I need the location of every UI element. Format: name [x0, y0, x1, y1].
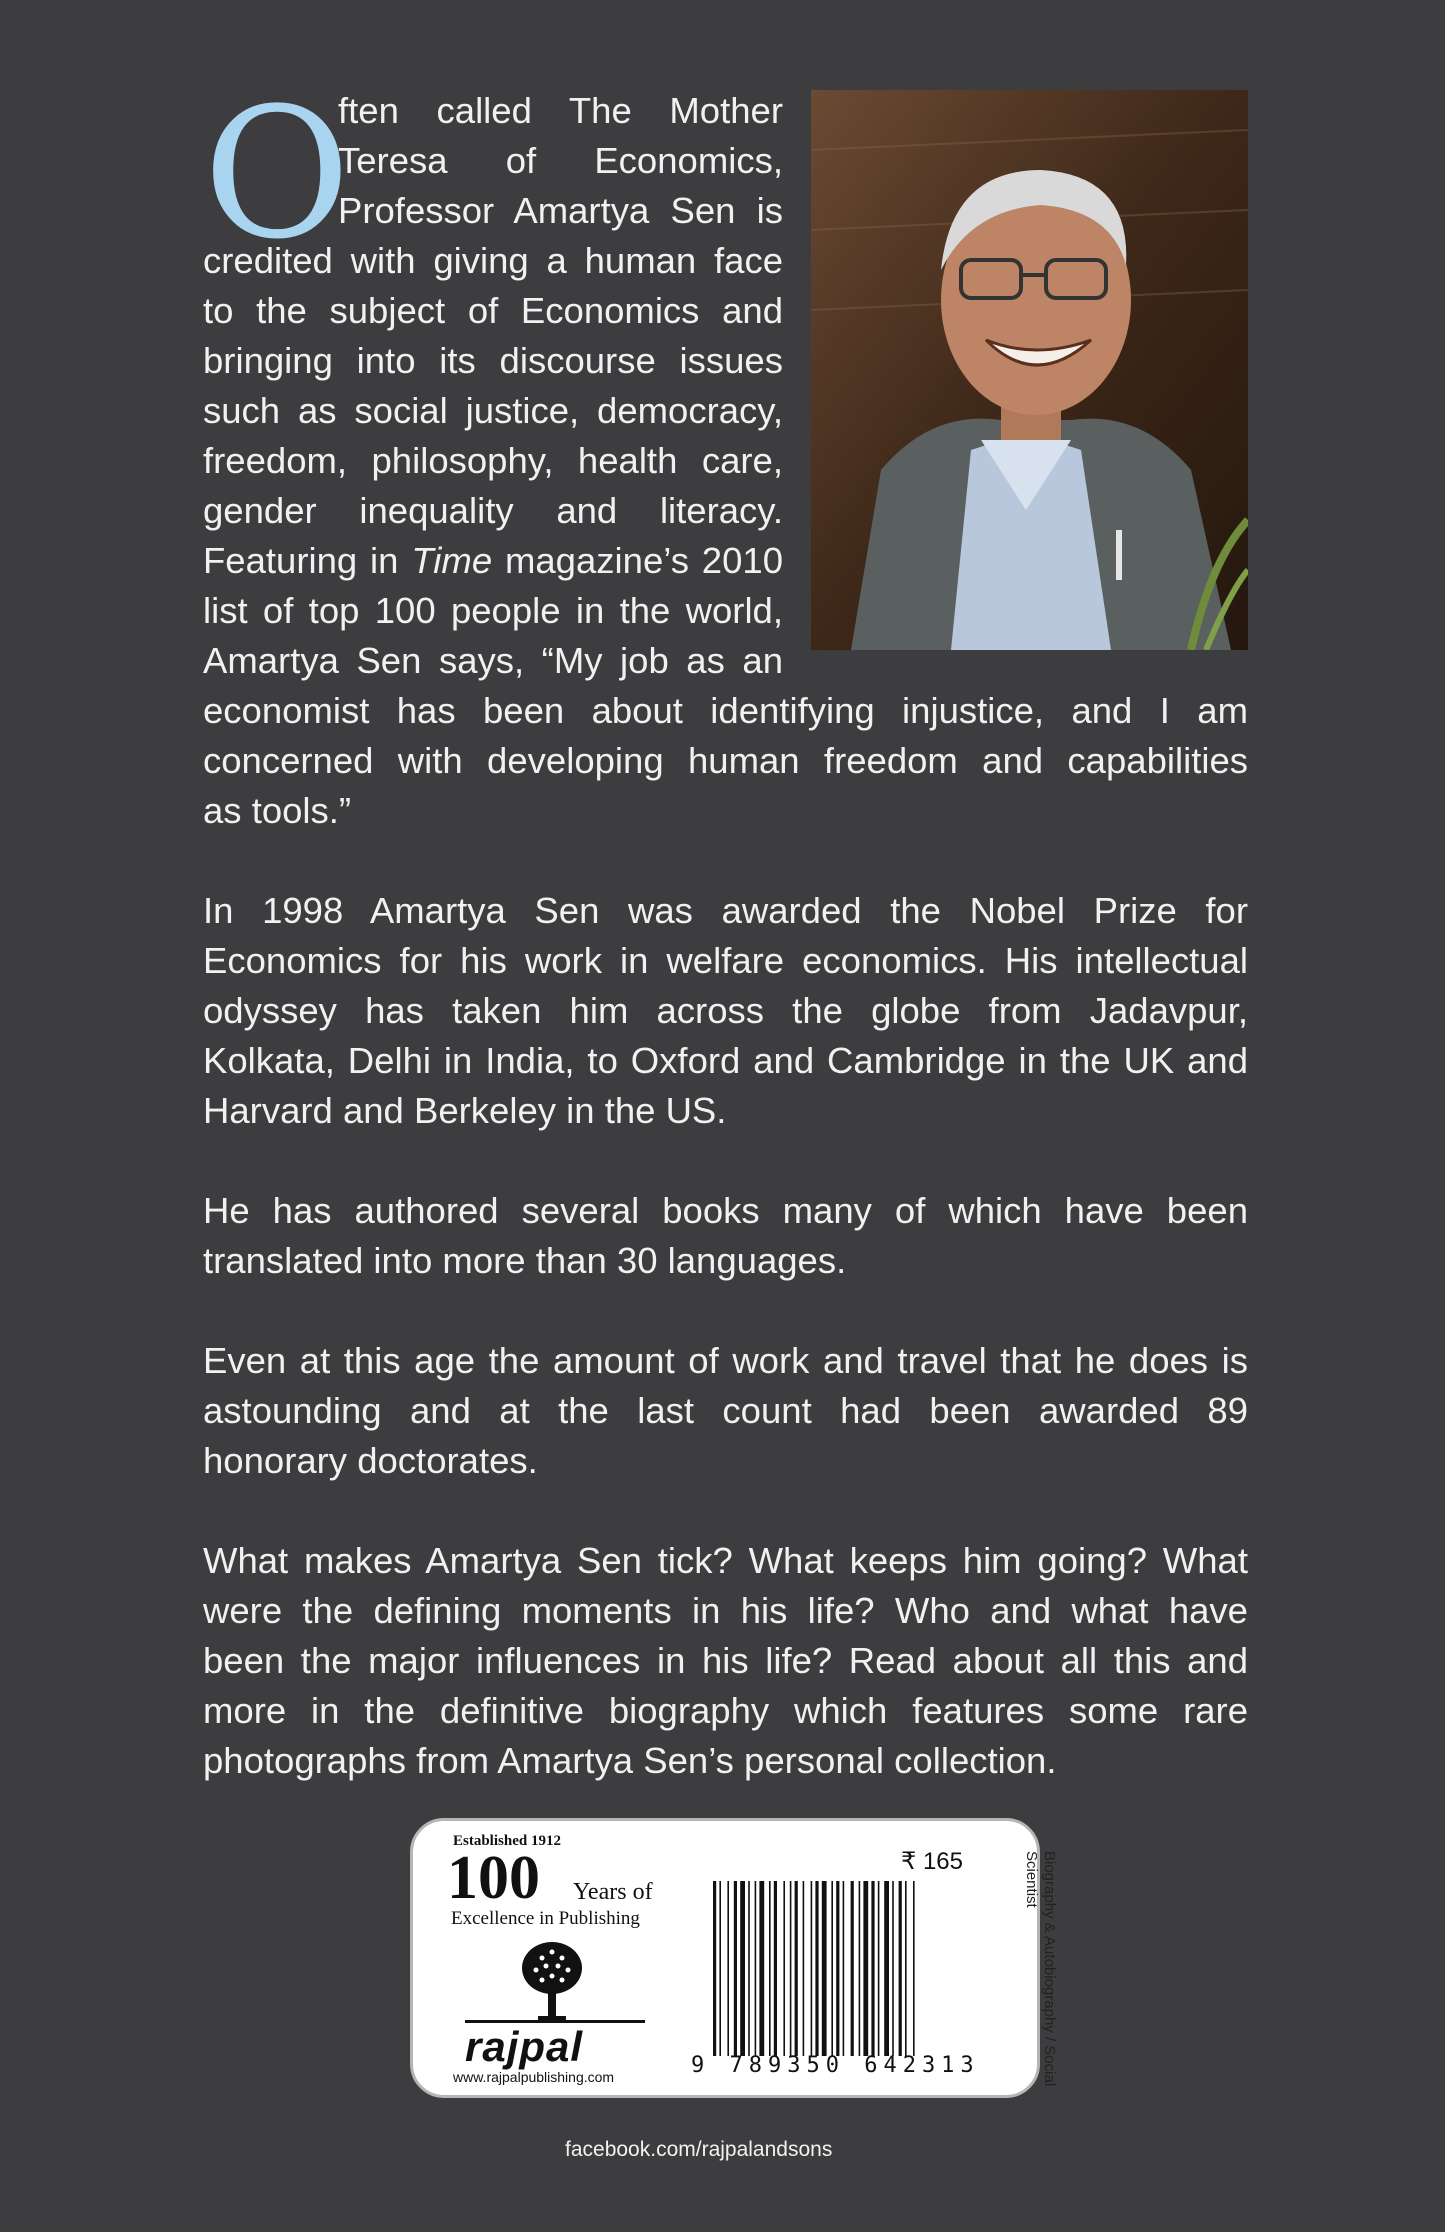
- blurb-line: Economics for his work in welfare economics. His intellectual: [203, 940, 1248, 981]
- barcode-bar: [836, 1881, 839, 2056]
- blurb-line: Professor Amartya Sen is: [338, 190, 783, 231]
- category-label: Biography & Autobiography / Social Scientist: [1023, 1851, 1058, 2087]
- barcode-bar: [719, 1881, 721, 2056]
- barcode-bar: [884, 1881, 889, 2056]
- blurb-line: In 1998 Amartya Sen was awarded the Nobel Prize for: [203, 890, 1248, 931]
- magazine-title: Time: [411, 540, 493, 581]
- barcode-bar: [913, 1881, 915, 2056]
- barcode-bar: [859, 1881, 861, 2056]
- blurb-line: astounding and at the last count had been awarded 89: [203, 1390, 1248, 1431]
- paragraph-2: [203, 886, 1248, 1136]
- blurb-line: were the defining moments in his life? Who and what have: [203, 1590, 1248, 1631]
- blurb-line: as tools.”: [203, 790, 352, 831]
- years-of-text: Years of: [573, 1879, 653, 1905]
- blurb-line: odyssey has taken him across the globe from Jadavpur,: [203, 990, 1248, 1031]
- blurb-line: been the major influences in his life? Read about all this and: [203, 1640, 1248, 1681]
- blurb-line: freedom, philosophy, health care,: [203, 440, 783, 481]
- barcode-bar: [892, 1881, 894, 2056]
- barcode-bar: [727, 1881, 729, 2056]
- barcode-bar: [740, 1881, 745, 2056]
- blurb-text: [203, 70, 1248, 1836]
- barcode-bar: [831, 1881, 833, 2056]
- barcode-bar: [815, 1881, 818, 2056]
- barcode-bar: [734, 1881, 737, 2056]
- barcode-bar: [905, 1881, 907, 2056]
- barcode-bar: [755, 1881, 757, 2056]
- barcode-bar: [713, 1881, 716, 2056]
- paragraph-5: [203, 1536, 1248, 1786]
- publisher-barcode-panel: [410, 1818, 1058, 2098]
- barcode-bar: [748, 1881, 750, 2056]
- blurb-line: bringing into its discourse issues: [203, 340, 783, 381]
- barcode-bar: [871, 1881, 874, 2056]
- tree-logo-icon: [512, 1938, 592, 2028]
- barcode-bar: [774, 1881, 777, 2056]
- barcode-bar: [795, 1881, 798, 2056]
- hundred-years-number: 100: [447, 1844, 540, 1912]
- blurb-line: ften called The Mother: [338, 90, 783, 131]
- facebook-link[interactable]: facebook.com/rajpalandsons: [565, 2138, 833, 2161]
- barcode-bar: [878, 1881, 880, 2056]
- blurb-line: Kolkata, Delhi in India, to Oxford and Cambridge in the UK and: [203, 1040, 1248, 1081]
- barcode-bar: [803, 1881, 805, 2056]
- blurb-line: concerned with developing human freedom and capabilities: [203, 740, 1248, 781]
- blurb-line: Harvard and Berkeley in the US.: [203, 1090, 727, 1131]
- blurb-line: economist has been about identifying injustice, and I am: [203, 690, 1248, 731]
- paragraph-3: [203, 1186, 1248, 1286]
- excellence-text: Excellence in Publishing: [451, 1908, 640, 1929]
- barcode-bar: [769, 1881, 771, 2056]
- isbn-digits: 9 789350 642313: [691, 2053, 980, 2078]
- blurb-line: Even at this age the amount of work and travel that he does is: [203, 1340, 1248, 1381]
- barcode-bar: [822, 1881, 827, 2056]
- blurb-line: He has authored several books many of which have been: [203, 1190, 1248, 1231]
- isbn-barcode: [709, 1881, 999, 2056]
- barcode-bar: [863, 1881, 868, 2056]
- paragraph-4: [203, 1336, 1248, 1486]
- barcode-bar: [759, 1881, 764, 2056]
- barcode-bar: [843, 1881, 845, 2056]
- blurb-text-run: magazine’s 2010: [492, 540, 783, 581]
- established-text: Established 1912: [453, 1833, 561, 1849]
- blurb-line: What makes Amartya Sen tick? What keeps him going? What: [203, 1540, 1248, 1581]
- barcode-bar: [899, 1881, 902, 2056]
- barcode-bar: [783, 1881, 785, 2056]
- blurb-line: credited with giving a human face: [203, 240, 783, 281]
- price-label: ₹ 165: [901, 1848, 963, 1875]
- blurb-line: more in the definitive biography which features some rare: [203, 1690, 1248, 1731]
- blurb-line: [203, 536, 783, 586]
- blurb-line: honorary doctorates.: [203, 1440, 538, 1481]
- blurb-line: to the subject of Economics and: [203, 290, 783, 331]
- blurb-line: Amartya Sen says, “My job as an: [203, 640, 783, 681]
- blurb-line: photographs from Amartya Sen’s personal collection.: [203, 1740, 1057, 1781]
- drop-cap: O: [203, 70, 351, 279]
- blurb-line: gender inequality and literacy.: [203, 490, 783, 531]
- barcode-bar: [811, 1881, 813, 2056]
- blurb-line: translated into more than 30 languages.: [203, 1240, 847, 1281]
- blurb-line: Teresa of Economics,: [338, 140, 783, 181]
- blurb-text-run: Featuring in: [203, 540, 412, 581]
- rajpal-logo: rajpal: [465, 2023, 584, 2070]
- paragraph-1: [203, 70, 1248, 836]
- publisher-website: www.rajpalpublishing.com: [453, 2069, 615, 2085]
- barcode-bar: [790, 1881, 792, 2056]
- blurb-line: such as social justice, democracy,: [203, 390, 783, 431]
- blurb-line: list of top 100 people in the world,: [203, 590, 783, 631]
- barcode-bar: [851, 1881, 854, 2056]
